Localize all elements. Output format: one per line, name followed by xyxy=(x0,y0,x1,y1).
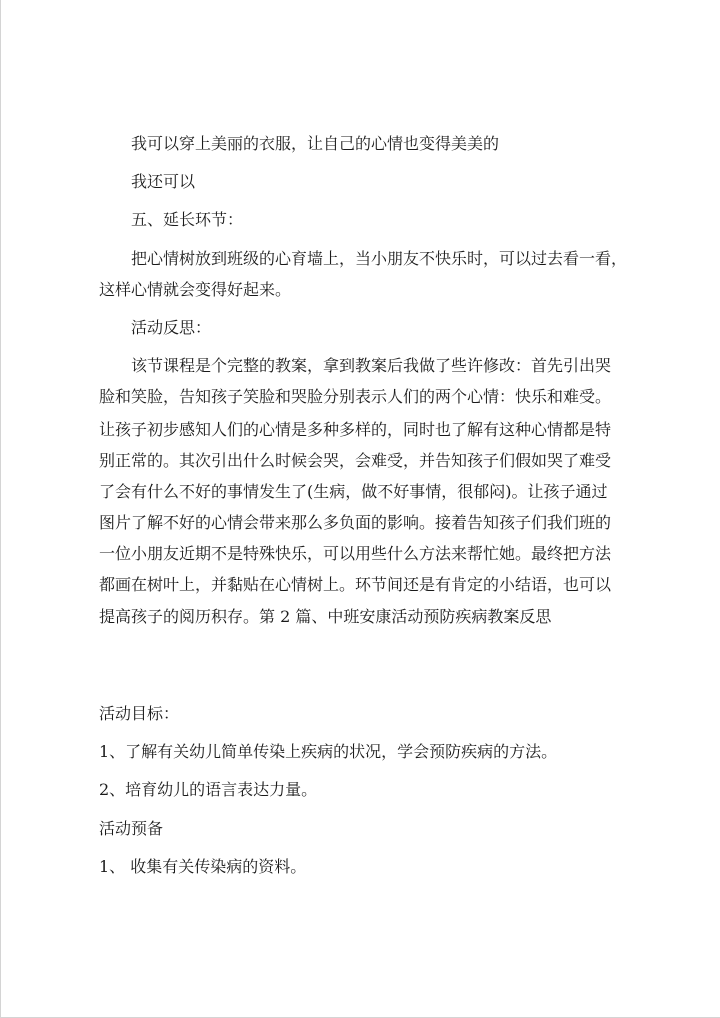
section-heading-reflection: 活动反思： xyxy=(131,317,212,337)
text-line-2: 我还可以 xyxy=(131,172,196,192)
section-heading-objectives: 活动目标： xyxy=(99,704,180,723)
text-line-10: 别正常的。其次引出什么时候会哭，会难受，并告知孩子们假如哭了难受 xyxy=(99,450,612,470)
preparation-item-1: 1、 收集有关传染病的资料。 xyxy=(99,856,307,876)
text-line-14: 都画在树叶上，并黏贴在心情树上。环节间还是有肯定的小结语，也可以 xyxy=(99,575,612,595)
section-heading-preparation: 活动预备 xyxy=(99,818,164,838)
document-body-part-2 xyxy=(99,704,639,876)
text-line-12: 图片了解不好的心情会带来那么多负面的影响。接着告知孩子们我们班的 xyxy=(99,513,612,533)
objective-item-2: 2、培育幼儿的语言表达力量。 xyxy=(99,780,318,800)
text-line-8: 脸和笑脸，告知孩子笑脸和哭脸分别表示人们的两个心情：快乐和难受。 xyxy=(99,387,612,407)
text-line-4: 把心情树放到班级的心育墙上，当小朋友不快乐时，可以过去看一看， xyxy=(131,248,628,268)
text-line-9: 让孩子初步感知人们的心情是多种多样的，同时也了解有这种心情都是特 xyxy=(99,419,612,439)
text-line-7: 该节课程是个完整的教案，拿到教案后我做了些许修改：首先引出哭 xyxy=(131,356,612,376)
section-heading-extension: 五、延长环节： xyxy=(131,210,244,230)
objective-item-1: 1、了解有关幼儿简单传染上疾病的状况，学会预防疾病的方法。 xyxy=(99,742,558,762)
text-line-13: 一位小朋友近期不是特殊快乐，可以用些什么方法来帮忙她。最终把方法 xyxy=(99,544,612,564)
text-line-5: 这样心情就会变得好起来。 xyxy=(99,279,292,299)
text-line-1: 我可以穿上美丽的衣服，让自己的心情也变得美美的 xyxy=(131,134,500,153)
text-line-15: 提高孩子的阅历积存。第 2 篇、中班安康活动预防疾病教案反思 xyxy=(99,606,552,626)
text-line-11: 了会有什么不好的事情发生了(生病，做不好事情，很郁闷)。让孩子通过 xyxy=(99,481,608,501)
document-body xyxy=(99,128,639,626)
